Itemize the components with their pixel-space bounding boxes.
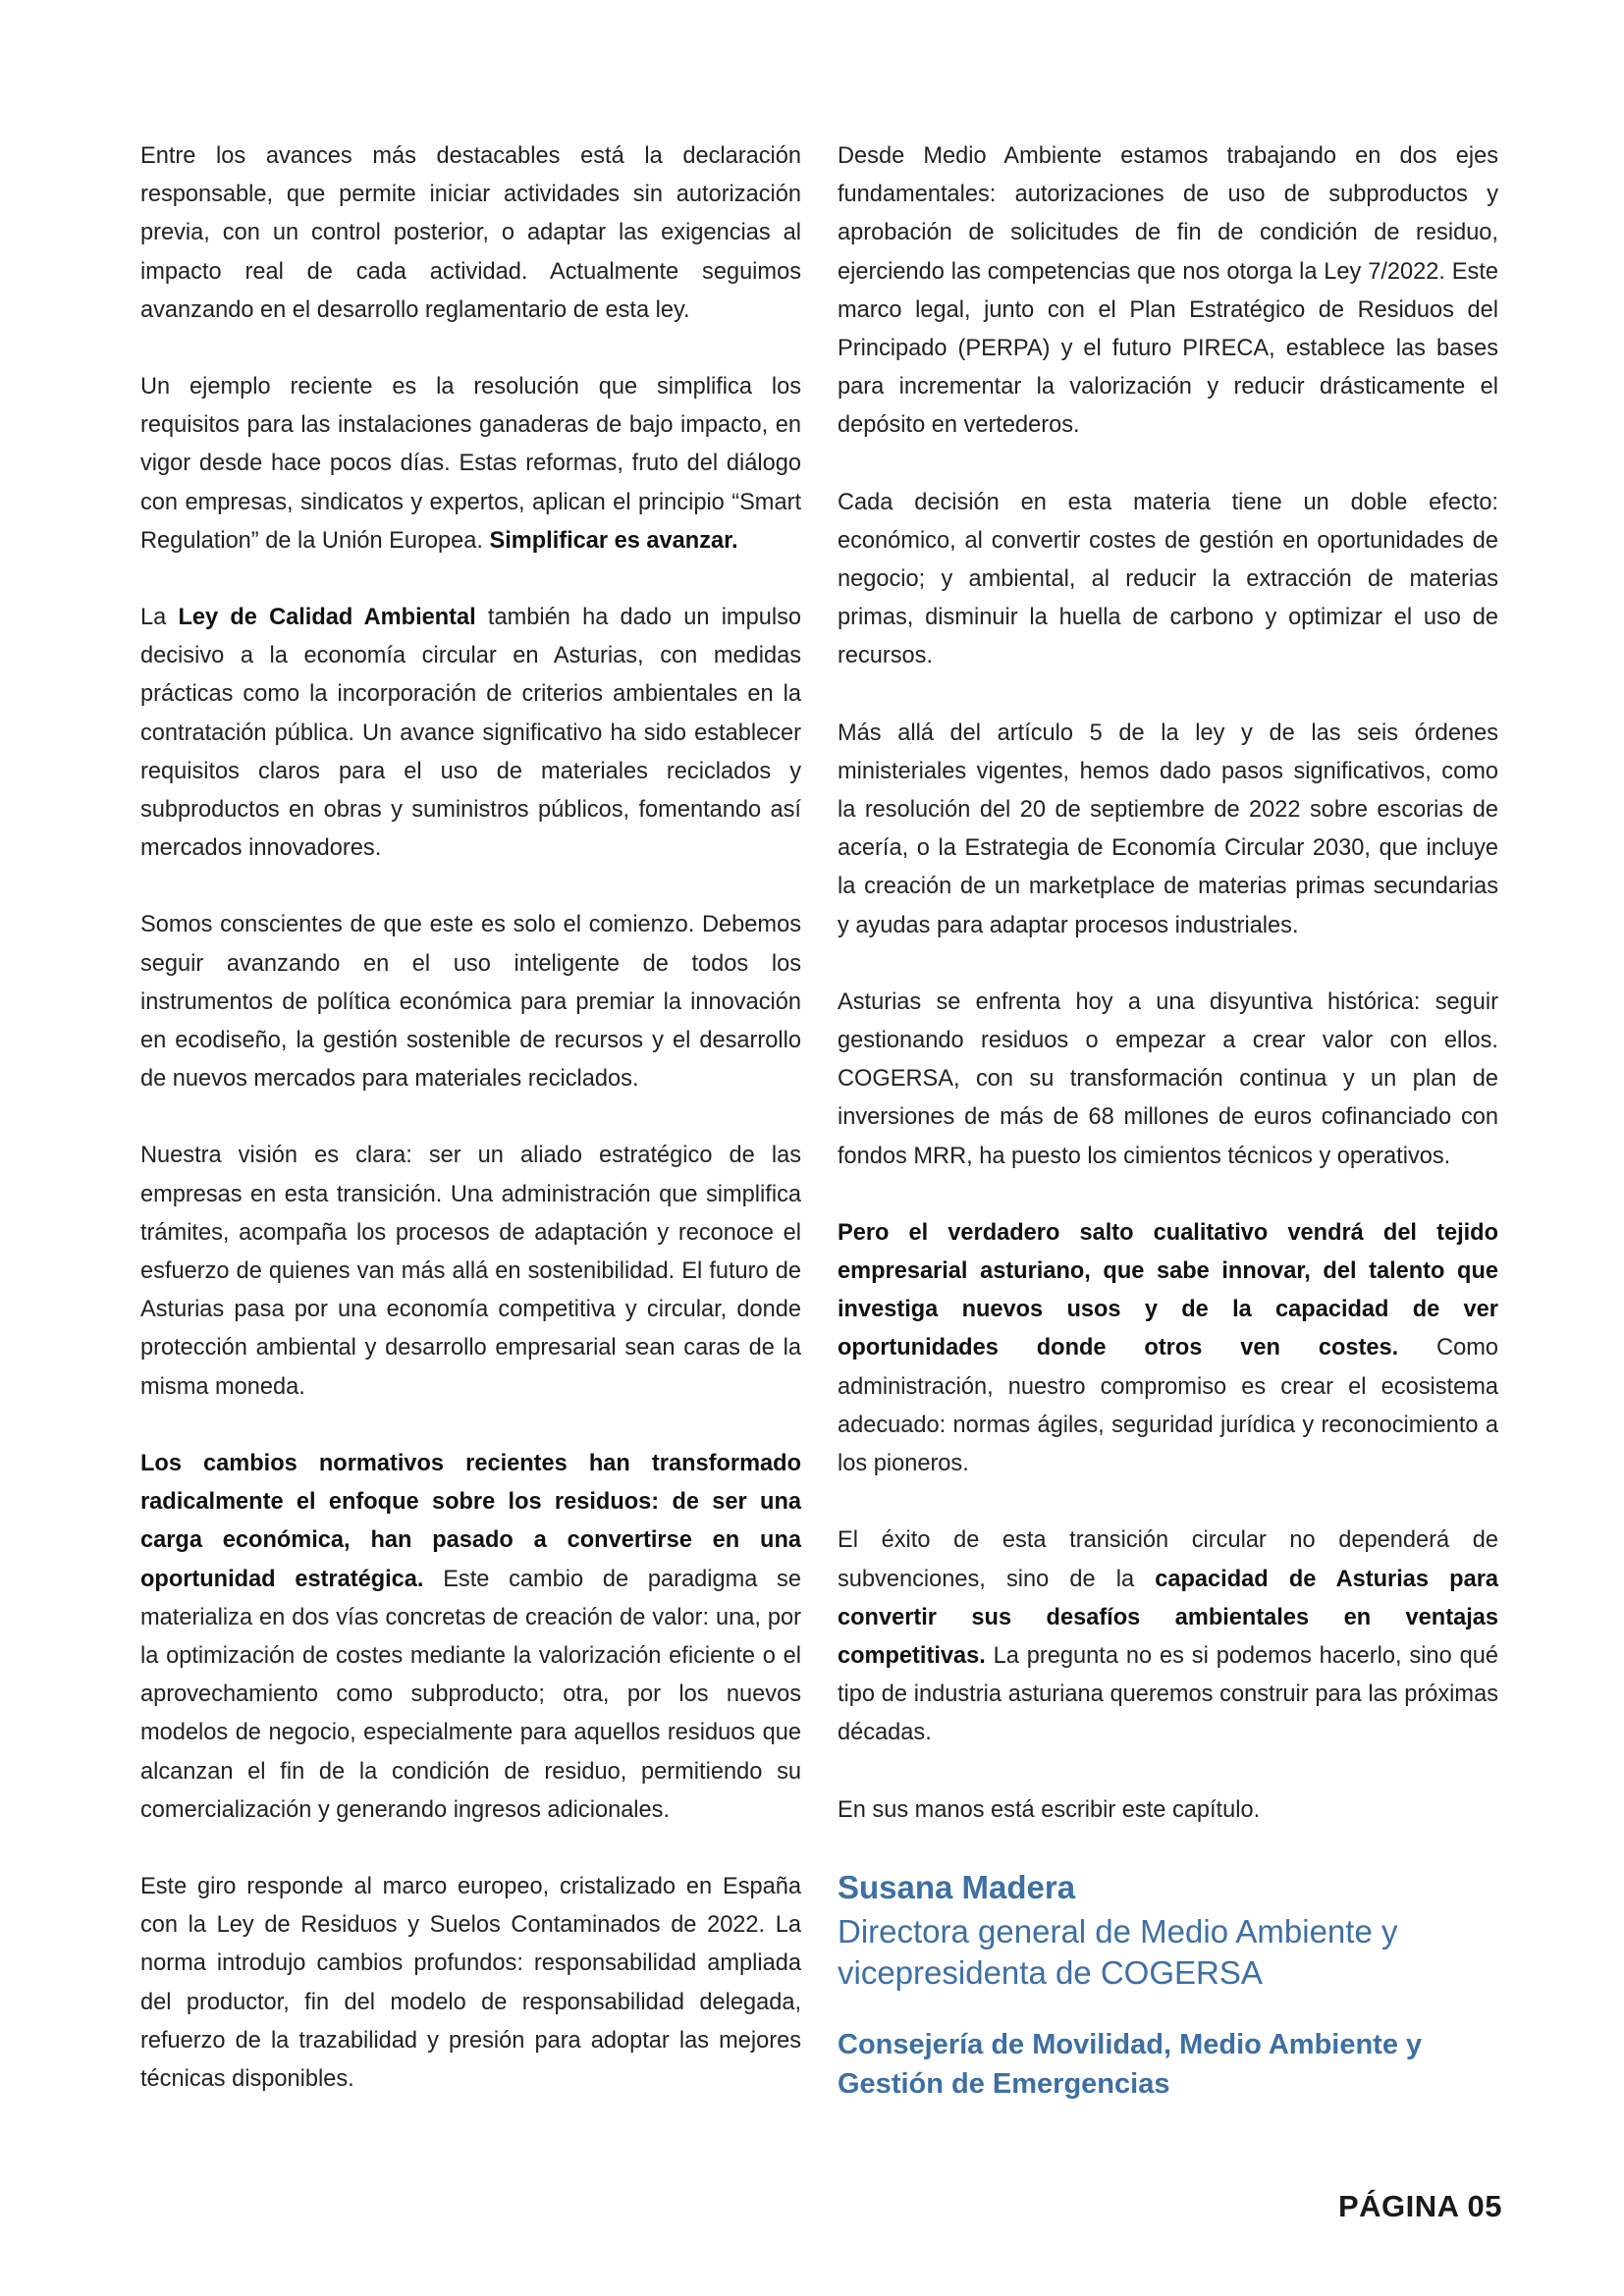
bold-text: Ley de Calidad Ambiental [178, 605, 476, 631]
text-run: Más allá del artículo 5 de la ley y de las seis órdenes ministeriales vigentes, hemos dado pasos significativos, como la resolución del 20 de septiembre de 2022 sobre escorias de acería, o la Estrategia de Economía Circular 2030, que incluye la creación de un marketplace de materias primas secundarias y ayudas para adaptar procesos industriales. [838, 720, 1498, 938]
paragraph [838, 1214, 1498, 1483]
paragraph [140, 1445, 801, 1830]
text-run: La pregunta no es si podemos hacerlo, sino qué tipo de industria asturiana queremos construir para las próximas décadas. [838, 1642, 1498, 1746]
paragraph [140, 1137, 801, 1406]
page-number: PÁGINA 05 [1337, 2189, 1502, 2223]
paragraph [140, 137, 801, 330]
text-run: Este cambio de paradigma se materializa en dos vías concretas de creación de valor: una, por la optimización de costes mediante la valorización eficiente o el aprovechamiento como subproducto; otra, por los nuevos modelos de negocio, especialmente para aquellos residuos que alcanzan el fin de la condición de residuo, permitiendo su comercialización y generando ingresos adicionales. [140, 1566, 801, 1823]
paragraph [838, 984, 1498, 1176]
bold-text: Los cambios normativos recientes han transformado radicalmente el enfoque sobre los residuos: de ser una carga económica, han pasado a convertirse en una oportunidad estratégica. [140, 1450, 801, 1592]
bold-text: Pero el verdadero salto cualitativo vendrá del tejido empresarial asturiano, que sabe innovar, del talento que investiga nuevos usos y de la capacidad de ver oportunidades donde otros ven costes. [838, 1219, 1498, 1362]
signature-name: Susana Madera [838, 1868, 1076, 1905]
paragraph [140, 368, 801, 561]
paragraph [140, 1868, 801, 2099]
bold-text: capacidad de Asturias para convertir sus desafíos ambientales en ventajas competitivas. [838, 1566, 1498, 1669]
text-run: Asturias se enfrenta hoy a una disyuntiva histórica: seguir gestionando residuos o empezar a crear valor con ellos. COGERSA, con su transformación continua y un plan de inversiones de más de 68 millones de euros cofinanciado con fondos MRR, ha puesto los cimientos técnicos y operativos. [838, 988, 1498, 1169]
text-run: Como administración, nuestro compromiso es crear el ecosistema adecuado: normas ágiles, seguridad jurídica y reconocimiento a los pioneros. [838, 1335, 1498, 1477]
paragraph [838, 1522, 1498, 1752]
text-run: Cada decisión en esta materia tiene un doble efecto: económico, al convertir costes de gestión en oportunidades de negocio; y ambiental, al reducir la extracción de materias primas, disminuir la huella de carbono y optimizar el uso de recursos. [838, 489, 1498, 669]
text-run: también ha dado un impulso decisivo a la economía circular en Asturias, con medidas prácticas como la incorporación de criterios ambientales en la contratación pública. Un avance significativo ha sido establecer requisitos claros para el uso de materiales reciclados y subproductos en obras y suministros públicos, fomentando así mercados innovadores. [140, 605, 801, 862]
text-run: Entre los avances más destacables está la declaración responsable, que permite iniciar actividades sin autorización previa, con un control posterior, o adaptar las exigencias al impacto real de cada actividad. Actualmente seguimos avanzando en el desarrollo reglamentario de esta ley. [140, 143, 801, 323]
paragraph [838, 715, 1498, 945]
left-column [140, 137, 801, 2137]
signature-department: Consejería de Movilidad, Medio Ambiente y Gestión de Emergencias [838, 2028, 1423, 2100]
right-column [838, 137, 1498, 2104]
signature-role: Directora general de Medio Ambiente y vicepresidenta de COGERSA [838, 1912, 1398, 1991]
paragraph [838, 1791, 1498, 1830]
text-run: Somos conscientes de que este es solo el comienzo. Debemos seguir avanzando en el uso inteligente de todos los instrumentos de política económica para premiar la innovación en ecodiseño, la gestión sostenible de recursos y el desarrollo de nuevos mercados para materiales reciclados. [140, 912, 801, 1093]
paragraph [140, 906, 801, 1098]
text-run: En sus manos está escribir este capítulo. [838, 1796, 1261, 1823]
paragraph [838, 137, 1498, 446]
text-run: Un ejemplo reciente es la resolución que simplifica los requisitos para las instalaciones ganaderas de bajo impacto, en vigor desde hace pocos días. Estas reformas, fruto del diálogo con empresas, sindicatos y expertos, aplican el principio “Smart Regulation” de la Unión Europea. [140, 374, 801, 554]
paragraph [140, 599, 801, 868]
right-column-body [838, 137, 1498, 1830]
text-run: Este giro responde al marco europeo, cristalizado en España con la Ley de Residuos y Suelos Contaminados de 2022. La norma introdujo cambios profundos: responsabilidad ampliada del productor, fin del modelo de responsabilidad delegada, refuerzo de la trazabilidad y presión para adoptar las mejores técnicas disponibles. [140, 1873, 801, 2092]
signature-block [838, 1868, 1498, 2104]
text-run: Desde Medio Ambiente estamos trabajando en dos ejes fundamentales: autorizaciones de uso de subproductos y aprobación de solicitudes de fin de condición de residuo, ejerciendo las competencias que nos otorga la Ley 7/2022. Este marco legal, junto con el Plan Estratégico de Residuos del Principado (PERPA) y el futuro PIRECA, establece las bases para incrementar la valorización y reducir drásticamente el depósito en vertederos. [838, 143, 1498, 439]
text-run: La [140, 605, 179, 631]
text-run: El éxito de esta transición circular no dependerá de subvenciones, sino de la [838, 1527, 1498, 1592]
bold-text: Simplificar es avanzar. [489, 527, 738, 554]
text-run: Nuestra visión es clara: ser un aliado estratégico de las empresas en esta transición. Una administración que simplifica trámites, acompaña los procesos de adaptación y reconoce el esfuerzo de quienes van más allá en sostenibilidad. El futuro de Asturias pasa por una economía competitiva y circular, donde protección ambiental y desarrollo empresarial sean caras de la misma moneda. [140, 1143, 801, 1400]
paragraph [838, 484, 1498, 676]
